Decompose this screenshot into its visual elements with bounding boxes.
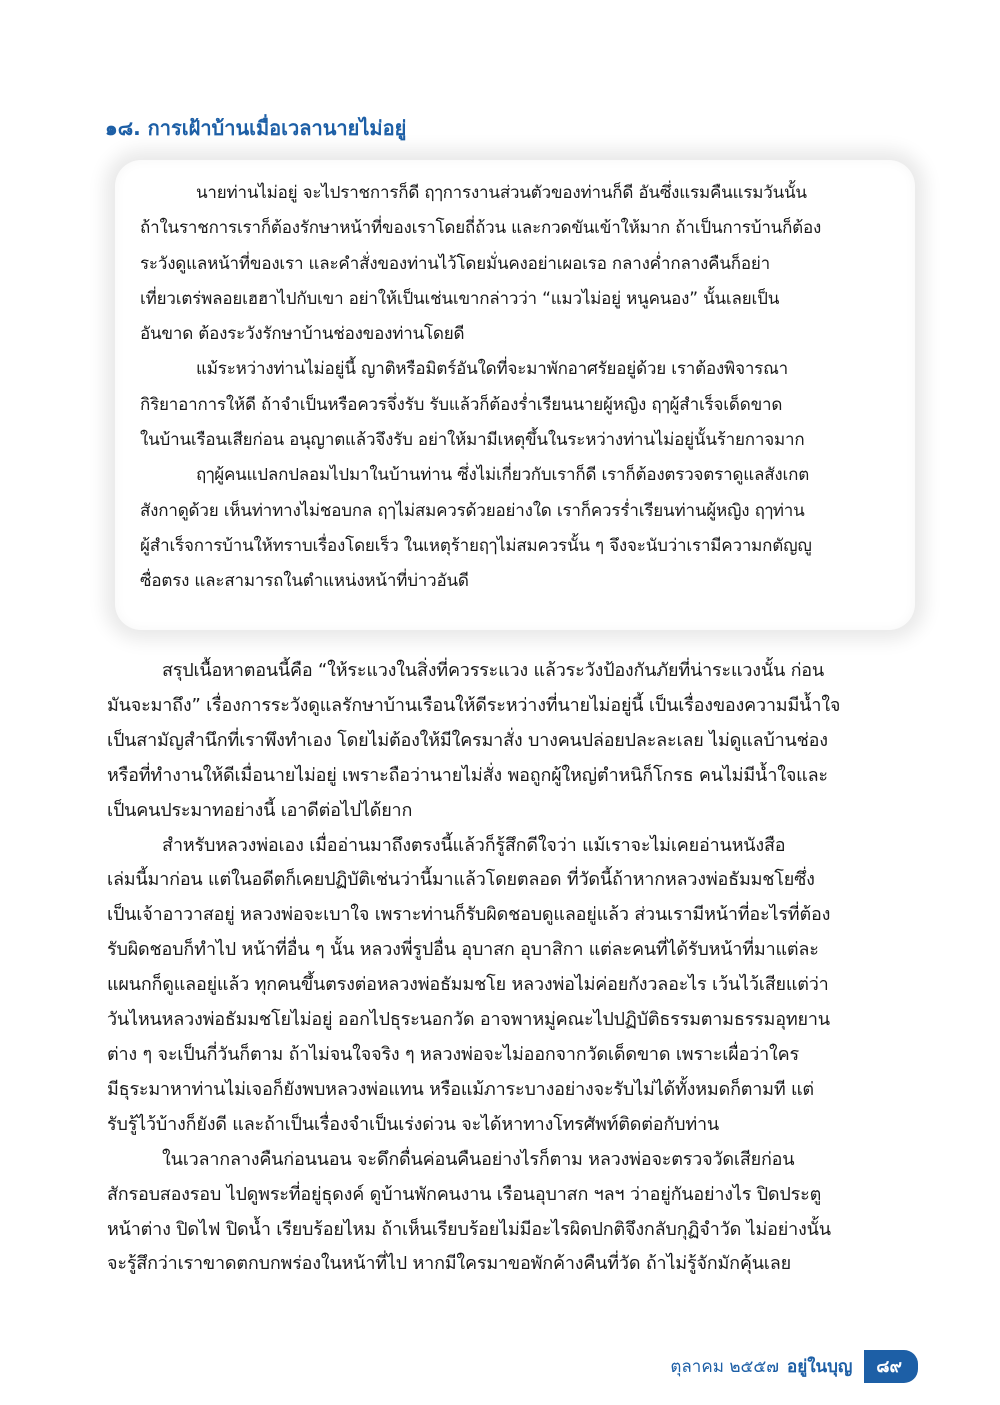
body-line: หรือที่ทำงานให้ดีเมื่อนายไม่อยู่ เพราะถือว่านายไม่สั่ง พอถูกผู้ใหญ่ตำหนิก็โกรธ คนไม่มีน้ำใจและ [107,764,828,786]
quote-line: ฤๅผู้คนแปลกปลอมไปมาในบ้านท่าน ซึ่งไม่เกี่ยวกับเราก็ดี เราก็ต้องตรวจตราดูแลสังเกต [196,465,810,486]
body-line: ต่าง ๆ จะเป็นกี่วันก็ตาม ถ้าไม่จนใจจริง ๆ หลวงพ่อจะไม่ออกจากวัดเด็ดขาด เพราะเผื่อว่าใคร [107,1043,799,1065]
magazine-name: อยู่ในบุญ [787,1357,853,1377]
quote-line: กิริยาอาการให้ดี ถ้าจำเป็นหรือควรจึ่งรับ รับแล้วก็ต้องร่ำเรียนนายผู้หญิง ฤๅผู้สำเร็จเด็ดขาด [140,394,783,415]
body-line: เล่มนี้มาก่อน แต่ในอดีตก็เคยปฏิบัติเช่นว่านี้มาแล้วโดยตลอด ที่วัดนี้ถ้าหากหลวงพ่อธัมมชโยซึ่ง [107,869,815,891]
body-line: เป็นเจ้าอาวาสอยู่ หลวงพ่อจะเบาใจ เพราะท่านก็รับผิดชอบดูแลอยู่แล้ว ส่วนเรามีหน้าที่อะไรที่ต้อง [107,904,831,926]
quote-line: แม้ระหว่างท่านไม่อยู่นี้ ญาติหรือมิตร์อันใดที่จะมาพักอาศรัยอยู่ด้วย เราต้องพิจารณา [196,359,789,380]
quote-line: ผู้สำเร็จการบ้านให้ทราบเรื่องโดยเร็ว ในเหตุร้ายฤๅไม่สมควรนั้น ๆ จึงจะนับว่าเรามีความกตัญญู [140,535,812,556]
quote-line: สังกาดูด้วย เห็นท่าทางไม่ชอบกล ฤๅไม่สมควรด้วยอย่างใด เราก็ควรร่ำเรียนท่านผู้หญิง ฤๅท่าน [140,500,805,521]
body-line: ในเวลากลางคืนก่อนนอน จะดึกดื่นค่อนคืนอย่างไรก็ตาม หลวงพ่อจะตรวจวัดเสียก่อน [162,1148,795,1170]
body-line: หน้าต่าง ปิดไฟ ปิดน้ำ เรียบร้อยไหม ถ้าเห็นเรียบร้อยไม่มีอะไรผิดปกติจึงกลับกุฏิจำวัด ไม่อย่างนั้น [107,1218,831,1240]
body-line: สำหรับหลวงพ่อเอง เมื่ออ่านมาถึงตรงนี้แล้วก็รู้สึกดีใจว่า แม้เราจะไม่เคยอ่านหนังสือ [162,834,786,856]
quote-line: อันขาด ต้องระวังรักษาบ้านช่องของท่านโดยดี [140,324,465,345]
body-line: รับรู้ไว้บ้างก็ยังดี และถ้าเป็นเรื่องจำเป็นเร่งด่วน จะได้หาทางโทรศัพท์ติดต่อกับท่าน [107,1113,719,1135]
page-footer [670,1350,918,1383]
body-line: รับผิดชอบก็ทำไป หน้าที่อื่น ๆ นั้น หลวงพี่รูปอื่น อุบาสก อุบาสิกา แต่ละคนที่ได้รับหน้าที่มาแต่ละ [107,939,819,961]
body-line: มันจะมาถึง” เรื่องการระวังดูแลรักษาบ้านเรือนให้ดีระหว่างที่นายไม่อยู่นี้ เป็นเรื่องของความมีน้ำใจ [107,694,841,716]
body-line: เป็นคนประมาทอย่างนี้ เอาดีต่อไปได้ยาก [107,799,413,821]
body-line: มีธุระมาหาท่านไม่เจอก็ยังพบหลวงพ่อแทน หรือแม้ภาระบางอย่างจะรับไม่ได้ทั้งหมดก็ตามที แต่ [107,1078,814,1100]
quote-line: ซื่อตรง และสามารถในตำแหน่งหน้าที่บ่าวอันดี [140,571,469,592]
quote-line: ระวังดูแลหน้าที่ของเรา และคำสั่งของท่านไว้โดยมั่นคงอย่าเผอเรอ กลางค่ำกลางคืนก็อย่า [140,253,770,274]
quote-line: ถ้าในราชการเราก็ต้องรักษาหน้าที่ของเราโดยถี่ถ้วน และกวดขันเข้าให้มาก ถ้าเป็นการบ้านก็ต้อง [140,218,822,239]
quote-line: ในบ้านเรือนเสียก่อน อนุญาตแล้วจึงรับ อย่าให้มามีเหตุขึ้นในระหว่างท่านไม่อยู่นั้นร้ายกาจมาก [140,430,805,451]
section-heading: ๑๘. การเฝ้าบ้านเมื่อเวลานายไม่อยู่ [105,116,407,140]
issue-date: ตุลาคม ๒๕๕๗ [670,1357,780,1377]
body-line: วันไหนหลวงพ่อธัมมชโยไม่อยู่ ออกไปธุระนอกวัด อาจพาหมู่คณะไปปฏิบัติธรรมตามธรรมอุทยาน [107,1009,830,1031]
body-line: แผนกก็ดูแลอยู่แล้ว ทุกคนขึ้นตรงต่อหลวงพ่อธัมมชโย หลวงพ่อไม่ค่อยกังวลอะไร เว้นไว้เสียแต่ว่า [107,974,829,996]
body-line: สักรอบสองรอบ ไปดูพระที่อยู่ธุดงค์ ดูบ้านพักคนงาน เรือนอุบาสก ฯลฯ ว่าอยู่กันอย่างไร ปิดประตู [107,1183,822,1205]
body-line: สรุปเนื้อหาตอนนี้คือ “ให้ระแวงในสิ่งที่ควรระแวง แล้วระวังป้องกันภัยที่น่าระแวงนั้น ก่อน [162,660,824,681]
body-text [107,654,919,1282]
body-line: เป็นสามัญสำนึกที่เราพึงทำเอง โดยไม่ต้องให้มีใครมาสั่ง บางคนปล่อยปละละเลย ไม่ดูแลบ้านช่อง [107,729,828,751]
quote-line: เที่ยวเตร่พลอยเฮฮาไปกับเขา อย่าให้เป็นเช่นเขากล่าวว่า “แมวไม่อยู่ หนูคนอง” นั้นเลยเป็น [140,288,780,309]
quote-text [140,176,880,600]
quote-line: นายท่านไม่อยู่ จะไปราชการก็ดี ฤๅการงานส่วนตัวของท่านก็ดี อันซึ่งแรมคืนแรมวันนั้น [196,183,807,203]
page-number: ๘๙ [864,1350,918,1383]
body-line: จะรู้สึกว่าเราขาดตกบกพร่องในหน้าที่ไป หากมีใครมาขอพักค้างคืนที่วัด ถ้าไม่รู้จักมักคุ้นเลย [107,1253,791,1275]
